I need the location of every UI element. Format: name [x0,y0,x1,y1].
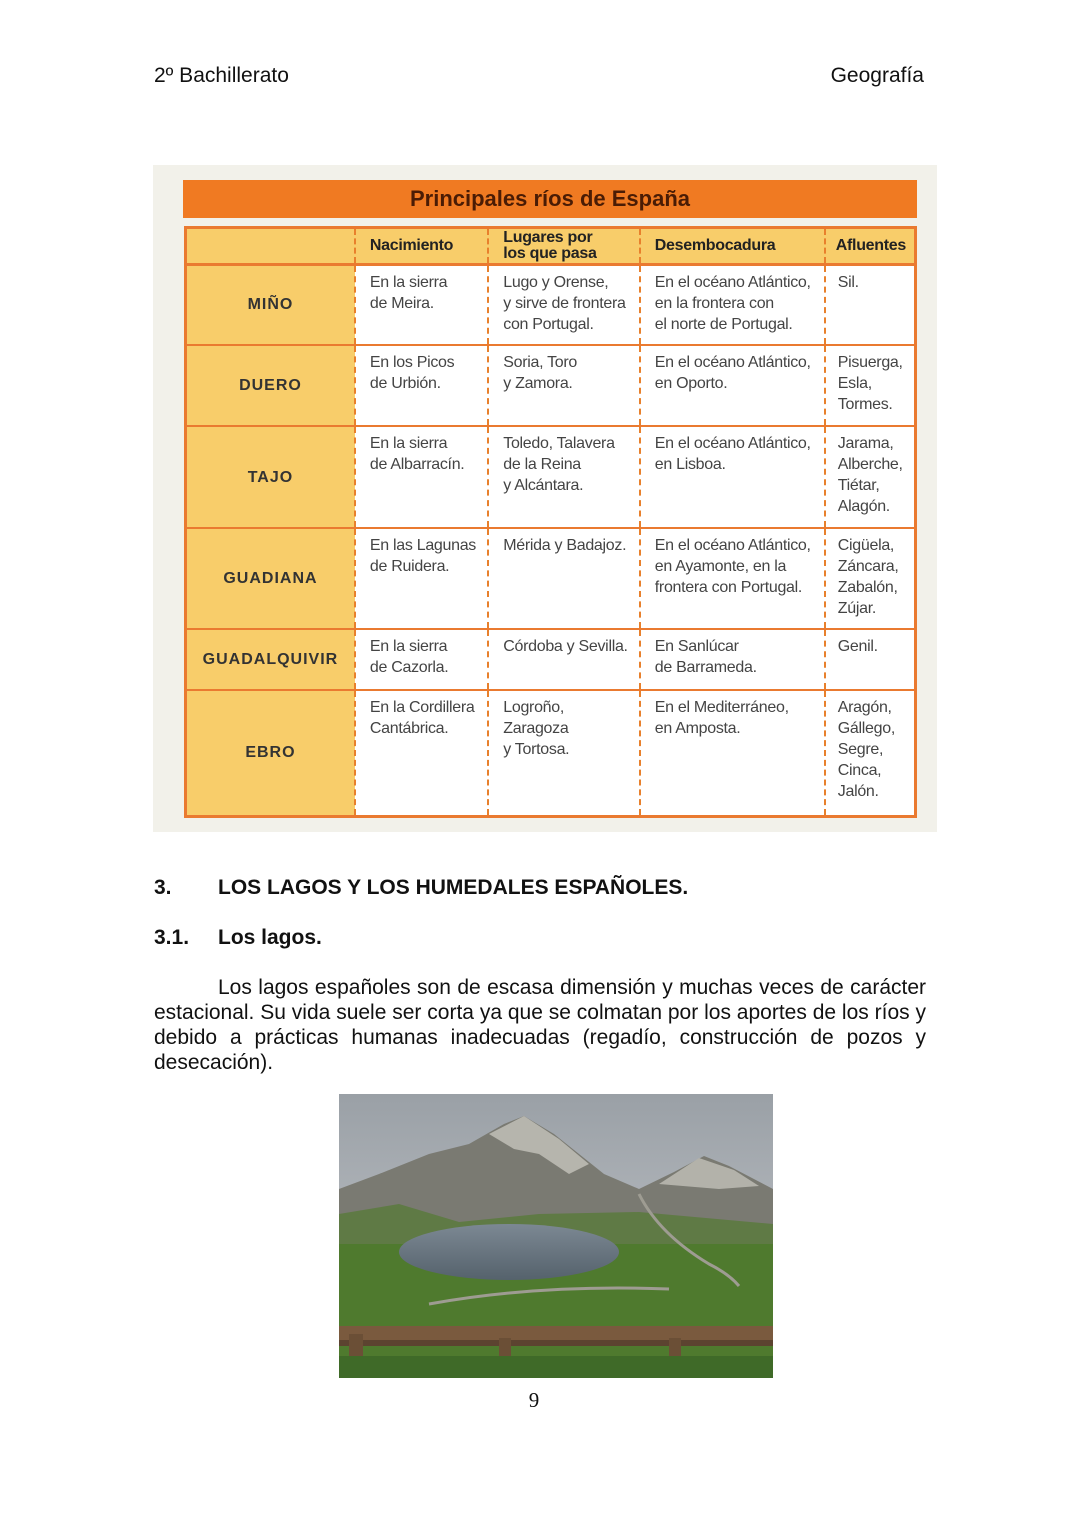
cell-afluentes: Cigüela, Záncara, Zabalón, Zújar. [825,528,916,630]
table-row [186,690,916,817]
section-3-heading [154,876,688,900]
cell-lugares: Toledo, Talavera de la Reina y Alcántara. [488,426,640,528]
cell-lugares: Lugo y Orense, y sirve de frontera con Portugal. [488,265,640,345]
river-name: MIÑO [186,265,355,345]
table-title: Principales ríos de España [183,180,917,218]
section-3-1-heading [154,926,322,950]
cell-lugares: Soria, Toro y Zamora. [488,345,640,426]
cell-afluentes: Pisuerga, Esla, Tormes. [825,345,916,426]
section-3-title: LOS LAGOS Y LOS HUMEDALES ESPAÑOLES. [218,876,689,899]
cell-nacimiento: En la sierra de Cazorla. [355,629,488,689]
river-name: DUERO [186,345,355,426]
table-row [186,629,916,689]
river-name: EBRO [186,690,355,817]
cell-lugares: Logroño, Zaragoza y Tortosa. [488,690,640,817]
cell-desembocadura: En el Mediterráneo, en Amposta. [640,690,825,817]
section-3-1-number: 3.1. [154,926,190,949]
cell-desembocadura: En el océano Atlántico, en Ayamonte, en la frontera con Portugal. [640,528,825,630]
body-paragraph: Los lagos españoles son de escasa dimensión y muchas veces de carácter estacional. Su vida suele ser corta ya que se colmatan por los aportes de los ríos y debido a prácticas humanas inadecuadas (regadío, construcción de pozos y desecación). [154,976,926,1074]
header-course: 2º Bachillerato [154,64,289,87]
cell-desembocadura: En el océano Atlántico, en Lisboa. [640,426,825,528]
cell-lugares: Mérida y Badajoz. [488,528,640,630]
cell-nacimiento: En la Cordillera Cantábrica. [355,690,488,817]
lake-photo-illustration [339,1094,773,1378]
lake-photo [339,1094,773,1378]
cell-nacimiento: En la sierra de Meira. [355,265,488,345]
cell-nacimiento: En las Lagunas de Ruidera. [355,528,488,630]
rivers-table-figure [153,165,937,832]
page-number: 9 [528,1388,540,1412]
cell-afluentes: Jarama, Alberche, Tiétar, Alagón. [825,426,916,528]
table-header-corner [186,228,355,265]
rivers-table [184,226,917,818]
cell-desembocadura: En Sanlúcar de Barrameda. [640,629,825,689]
cell-afluentes: Genil. [825,629,916,689]
cell-desembocadura: En el océano Atlántico, en la frontera con el norte de Portugal. [640,265,825,345]
col-header-desembocadura: Desembocadura [640,228,825,265]
cell-nacimiento: En los Picos de Urbión. [355,345,488,426]
table-row [186,426,916,528]
table-row [186,528,916,630]
cell-lugares: Córdoba y Sevilla. [488,629,640,689]
river-name: GUADIANA [186,528,355,630]
cell-nacimiento: En la sierra de Albarracín. [355,426,488,528]
table-row [186,265,916,345]
section-3-1-title: Los lagos. [218,926,322,949]
river-name: TAJO [186,426,355,528]
table-row [186,345,916,426]
header-subject: Geografía [830,64,924,87]
table-header-row [186,228,916,265]
cell-desembocadura: En el océano Atlántico, en Oporto. [640,345,825,426]
col-header-nacimiento: Nacimiento [355,228,488,265]
col-header-lugares: Lugares por los que pasa [488,228,640,265]
cell-afluentes: Aragón, Gállego, Segre, Cinca, Jalón. [825,690,916,817]
section-3-number: 3. [154,876,172,899]
col-header-afluentes: Afluentes [825,228,916,265]
river-name: GUADALQUIVIR [186,629,355,689]
cell-afluentes: Sil. [825,265,916,345]
